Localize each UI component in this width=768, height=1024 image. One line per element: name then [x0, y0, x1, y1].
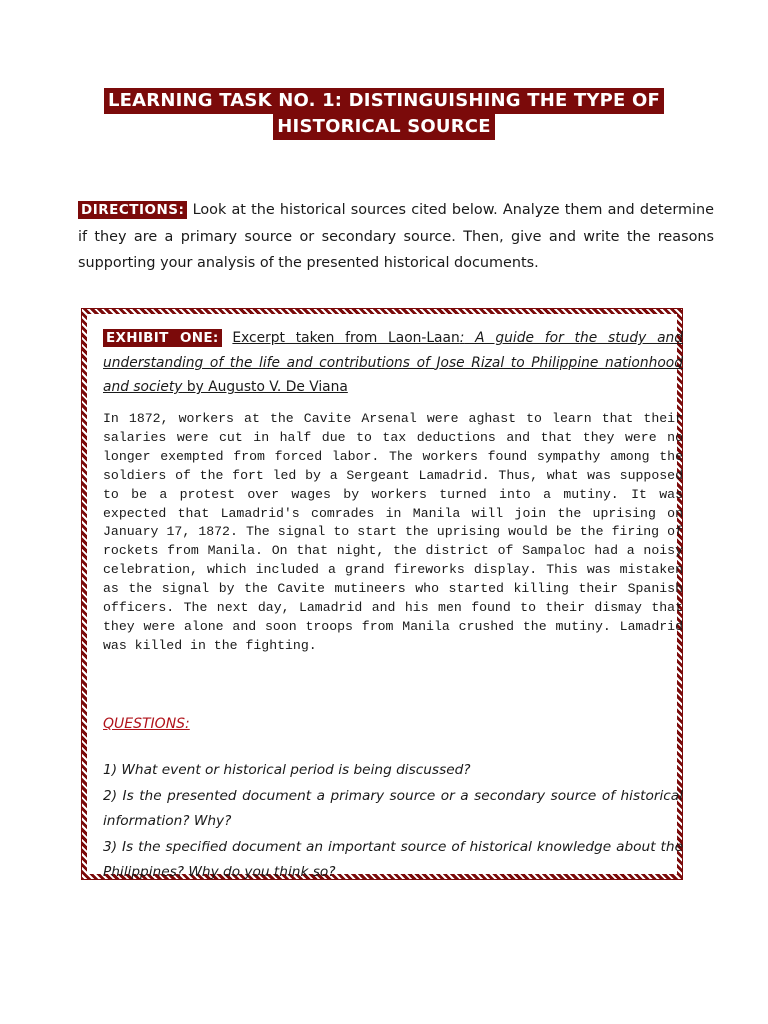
exhibit-one-box [81, 308, 683, 880]
task-title-line-2: HISTORICAL SOURCE [273, 114, 494, 140]
exhibit-author: by Augusto V. De Viana [182, 379, 348, 395]
questions-list [103, 758, 683, 886]
questions-title: QUESTIONS: [103, 716, 190, 732]
task-title [40, 88, 728, 140]
task-title-line-1: LEARNING TASK NO. 1: DISTINGUISHING THE TYPE OF [104, 88, 664, 114]
exhibit-label: EXHIBIT ONE: [103, 329, 222, 347]
directions-text: Look at the historical sources cited below. Analyze them and determine if they are a primary source or secondary source. Then, give and write the reasons supporting your analysis of the presented historical documents. [78, 202, 714, 271]
question-item: 3) Is the specified document an important source of historical knowledge about the Philippines? Why do you think so? [103, 838, 683, 880]
exhibit-source-colon: : [459, 330, 465, 346]
exhibit-heading [103, 326, 683, 400]
question-item: 2) Is the presented document a primary source or a secondary source of historical information? Why? [103, 787, 683, 829]
exhibit-book-title: A guide for the study and understanding of the life and contributions of Jose Rizal to Philippine nationhood and society [103, 330, 684, 395]
question-item: 1) What event or historical period is being discussed? [103, 762, 471, 778]
exhibit-passage: In 1872, workers at the Cavite Arsenal were aghast to learn that their salaries were cut in half due to tax deductions and that they were no longer exempted from forced labor. The workers found sympathy among the soldiers of the fort led by a Sergeant Lamadrid. Thus, what was supposed to be a protest over wages by workers turned into a mutiny. It was expected that Lamadrid's comrades in Manila will join the uprising on January 17, 1872. The signal to start the uprising would be the firing of rockets from Manila. On that night, the district of Sampaloc had a noisy celebration, which included a grand fireworks display. This was mistaken as the signal by the Cavite mutineers who started killing their Spanish officers. The next day, Lamadrid and his men found to their dismay that they were alone and soon troops from Manila crushed the mutiny. Lamadrid was killed in the fighting. [103, 411, 683, 653]
directions-paragraph [78, 197, 714, 277]
exhibit-source-intro: Excerpt taken from Laon-Laan [232, 330, 460, 346]
directions-label: DIRECTIONS: [78, 201, 187, 219]
